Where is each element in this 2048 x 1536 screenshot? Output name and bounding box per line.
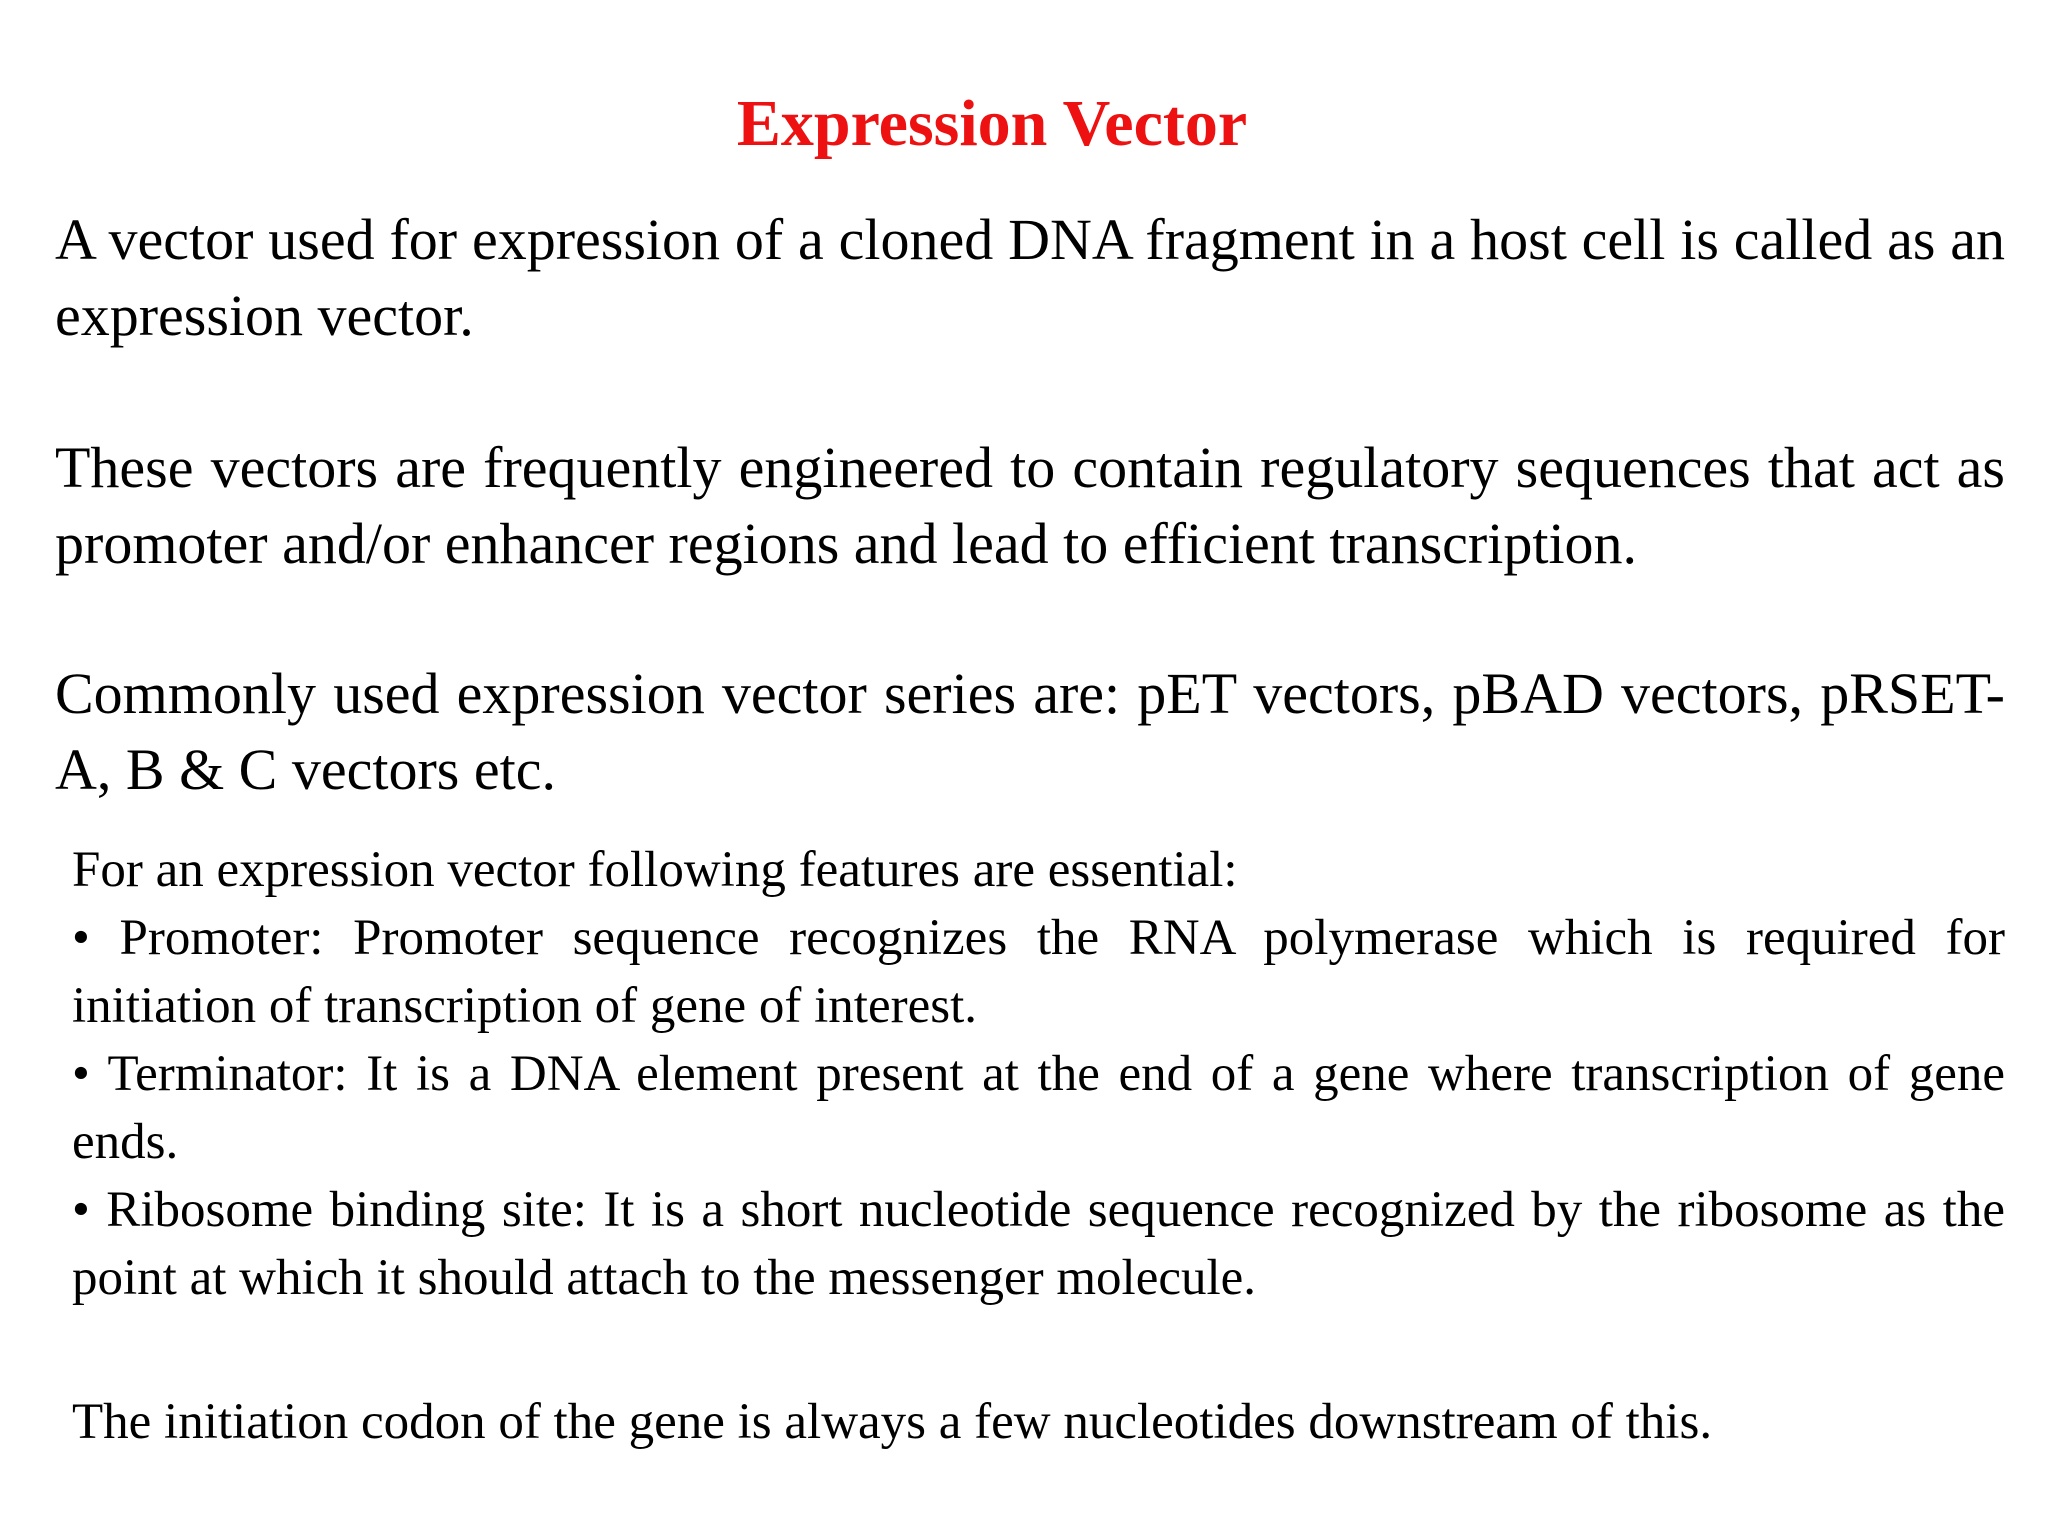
definition-paragraph: A vector used for expression of a cloned DNA fragment in a host cell is called as an expression vector. [55, 207, 2005, 348]
slide-title: Expression Vector [736, 87, 1248, 160]
feature-item-terminator: • Terminator: It is a DNA element present at the end of a gene where transcription of gene ends. [72, 1046, 2005, 1170]
feature-item-promoter: • Promoter: Promoter sequence recognizes the RNA polymerase which is required for initiation of transcription of gene of interest. [72, 910, 2005, 1034]
regulatory-paragraph: These vectors are frequently engineered to contain regulatory sequences that act as promoter and/or enhancer regions and lead to efficient transcription. [55, 435, 2005, 576]
vector-series-paragraph: Commonly used expression vector series are: pET vectors, pBAD vectors, pRSET-A, B & C vectors etc. [55, 661, 2005, 802]
features-list [72, 836, 2005, 1312]
features-intro: For an expression vector following features are essential: [72, 842, 1238, 898]
closing-statement: The initiation codon of the gene is always a few nucleotides downstream of this. [72, 1394, 1713, 1450]
feature-item-ribosome-binding-site: • Ribosome binding site: It is a short nucleotide sequence recognized by the ribosome as the point at which it should attach to the messenger molecule. [72, 1182, 2005, 1306]
